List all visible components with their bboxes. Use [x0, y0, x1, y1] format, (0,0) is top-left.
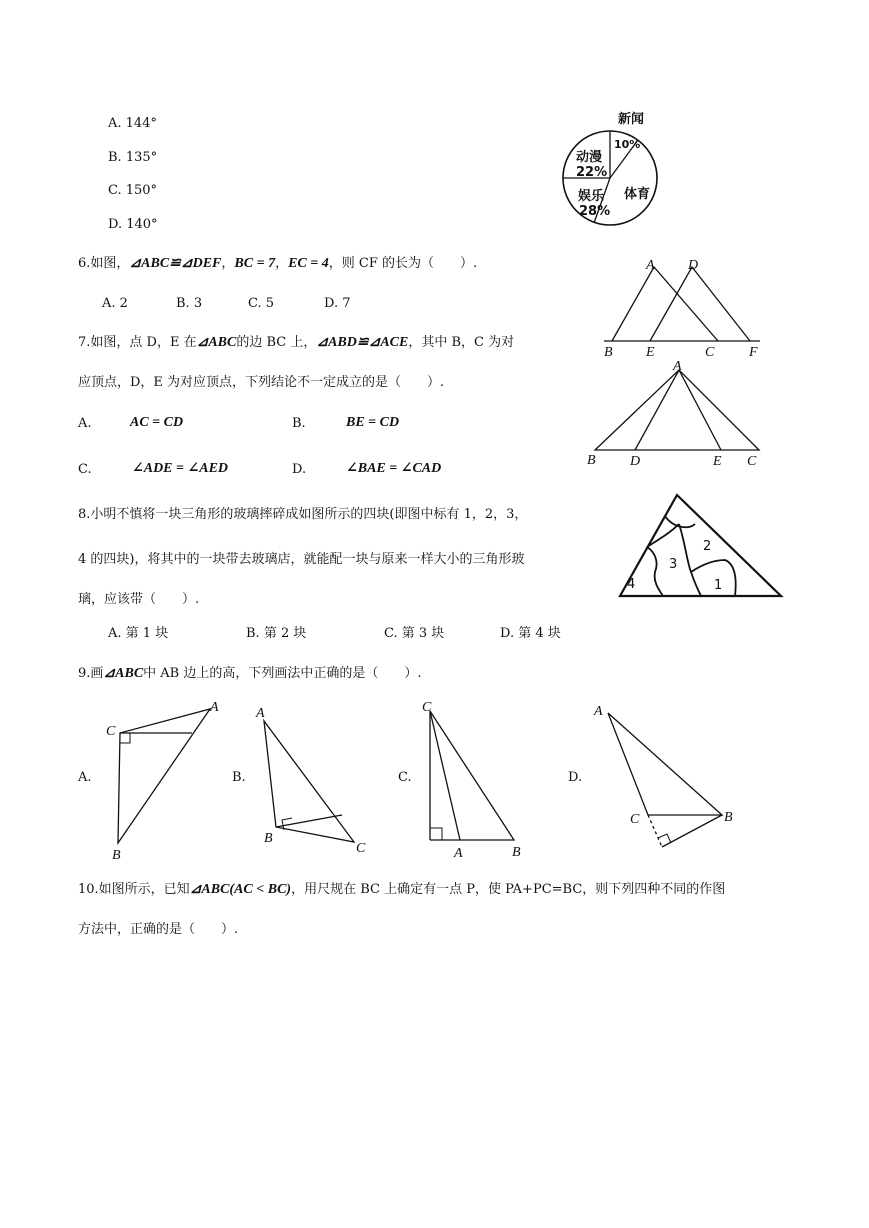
q6-label-d: D	[688, 258, 699, 273]
q9a-label-c: C	[106, 724, 116, 739]
q9-prefix: 9.画	[78, 666, 104, 681]
q7-text-c: 的边 BC 上，	[236, 335, 317, 350]
q7-figure	[585, 358, 770, 470]
q8-piece-2: 2	[703, 539, 712, 554]
q9-figure-d	[590, 697, 750, 865]
q9-figure-c	[418, 697, 548, 865]
q9d-label-a: A	[594, 704, 603, 719]
q9c-label-b: B	[512, 845, 521, 860]
q7-option-b-expr: BE = CD	[346, 415, 400, 430]
q8-piece-3: 3	[669, 557, 678, 572]
q10-prefix: 10.如图所示，已知	[78, 882, 190, 897]
q9-label-b: B.	[232, 770, 246, 785]
q9-label-d: D.	[568, 770, 583, 785]
q7-expr-abc: ⊿ABC	[196, 335, 237, 350]
q10-tail: ，用尺规在 BC 上确定有一点 P，使 PA+PC=BC，则下列四种不同的作图	[291, 882, 726, 897]
q9d-label-c: C	[630, 812, 640, 827]
q7-option-d-expr: ∠BAE = ∠CAD	[346, 461, 442, 476]
pie-anime-label: 动漫	[576, 150, 603, 165]
q8-piece-1: 1	[714, 578, 723, 593]
q6-label-f: F	[749, 345, 758, 360]
q5-option-d: D. 140°	[108, 217, 158, 232]
q9-label-a: A.	[78, 770, 92, 785]
q8-option-c: C. 第 3 块	[384, 626, 445, 641]
q8-piece-4: 4	[627, 577, 636, 592]
q8-stem-line2: 4 的四块)，将其中的一块带去玻璃店，就能配一块与原来一样大小的三角形玻	[78, 552, 525, 567]
q9c-label-a: A	[454, 846, 463, 861]
q6-label-a: A	[646, 258, 655, 273]
q10-expr: ⊿ABC(AC < BC)	[189, 882, 292, 897]
q8-option-d: D. 第 4 块	[500, 626, 561, 641]
q7-option-a-label: A.	[78, 416, 92, 431]
q5-pie-figure	[560, 106, 670, 231]
pie-news-label: 新闻	[618, 112, 645, 127]
q7-text-a: 7.如图，点 D，E 在	[78, 335, 197, 350]
q6-label-e: E	[646, 345, 655, 360]
q7-stem-line1	[78, 335, 514, 351]
q6-option-c: C. 5	[248, 296, 275, 311]
q6-option-d: D. 7	[324, 296, 351, 311]
q7-label-b: B	[587, 453, 596, 468]
q6-expr-bc: BC = 7	[234, 256, 276, 271]
q8-figure	[615, 492, 787, 602]
q6-sep2: ，	[275, 256, 289, 271]
q8-option-b: B. 第 2 块	[246, 626, 307, 641]
q6-stem	[78, 256, 477, 272]
q5-option-c: C. 150°	[108, 183, 158, 198]
q7-stem-line2: 应顶点，D，E 为对应顶点，下列结论不一定成立的是（ ）.	[78, 375, 445, 390]
q7-option-b-label: B.	[292, 416, 306, 431]
q7-option-c-expr: ∠ADE = ∠AED	[132, 461, 229, 476]
q7-label-e: E	[713, 454, 722, 469]
pie-news-pct: 10%	[614, 138, 641, 151]
q5-option-a: A. 144°	[108, 116, 157, 131]
q6-option-a: A. 2	[102, 296, 128, 311]
q7-option-c-label: C.	[78, 462, 92, 477]
q9a-label-b: B	[112, 848, 121, 863]
q8-stem-line3: 璃，应该带（ ）.	[78, 592, 200, 607]
q6-label-b: B	[604, 345, 613, 360]
q9-figure-a	[100, 697, 230, 865]
q7-expr-congruent: ⊿ABD≌⊿ACE	[316, 335, 409, 350]
q6-expr-congruent: ⊿ABC≌⊿DEF	[129, 256, 222, 271]
pie-sport-label: 体育	[624, 187, 651, 202]
q7-label-c: C	[747, 454, 757, 469]
q9b-label-a: A	[256, 706, 265, 721]
q10-stem-line1	[78, 882, 725, 898]
q9d-label-b: B	[724, 810, 733, 825]
q9-figure-b	[254, 697, 384, 865]
q9-expr: ⊿ABC	[103, 666, 144, 681]
q6-figure	[600, 255, 770, 360]
q6-label-c: C	[705, 345, 715, 360]
q6-tail: ，则 CF 的长为（ ）.	[328, 256, 478, 271]
q7-option-a-expr: AC = CD	[130, 415, 184, 430]
q9c-label-c: C	[422, 700, 432, 715]
q6-sep1: ，	[221, 256, 235, 271]
q9b-label-b: B	[264, 831, 273, 846]
q6-prefix: 6.如图，	[78, 256, 130, 271]
q6-expr-ec: EC = 4	[288, 256, 329, 271]
pie-ent-label: 娱乐	[578, 189, 605, 204]
pie-ent-pct: 28%	[579, 204, 611, 219]
q6-option-b: B. 3	[176, 296, 203, 311]
q9-stem	[78, 666, 422, 682]
q7-label-a: A	[673, 359, 682, 374]
q9b-label-c: C	[356, 841, 366, 856]
q10-stem-line2: 方法中，正确的是（ ）.	[78, 922, 239, 937]
q7-text-e: ，其中 B，C 为对	[408, 335, 515, 350]
q9a-label-a: A	[210, 700, 219, 715]
q8-stem-line1: 8.小明不慎将一块三角形的玻璃摔碎成如图所示的四块(即图中标有 1，2，3，	[78, 507, 528, 522]
q7-label-d: D	[630, 454, 641, 469]
q9-label-c: C.	[398, 770, 412, 785]
q7-option-d-label: D.	[292, 462, 307, 477]
pie-anime-pct: 22%	[576, 165, 608, 180]
q8-option-a: A. 第 1 块	[108, 626, 169, 641]
q5-option-b: B. 135°	[108, 150, 158, 165]
q9-tail: 中 AB 边上的高，下列画法中正确的是（ ）.	[143, 666, 422, 681]
